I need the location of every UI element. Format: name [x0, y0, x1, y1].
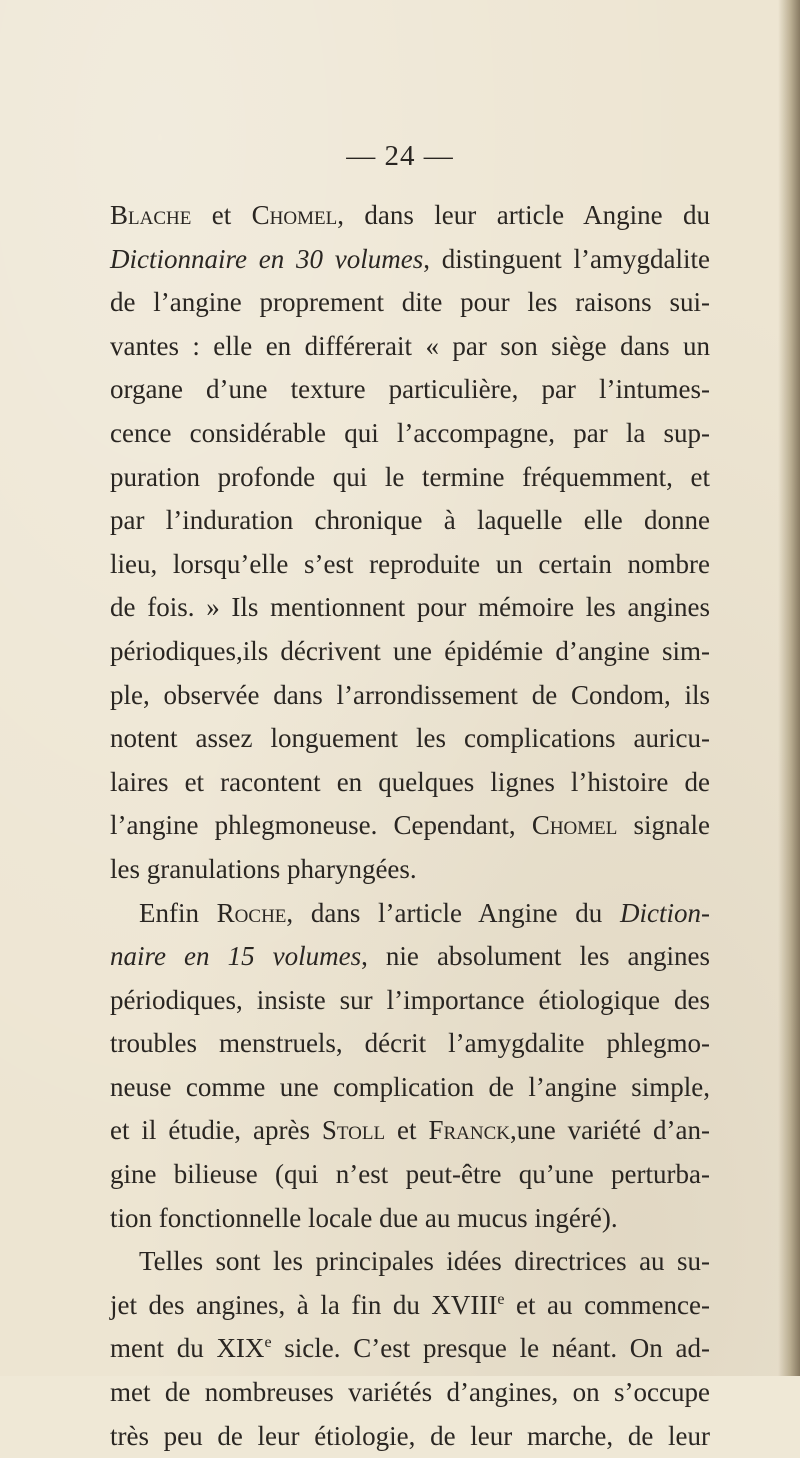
- text-segment: Stoll: [321, 1115, 386, 1146]
- text-segment: et: [385, 1115, 429, 1146]
- text-line: [110, 848, 710, 892]
- text-segment: e: [497, 1290, 505, 1308]
- text-segment: Dictionnaire en 30 volumes: [110, 243, 424, 274]
- text-segment: Blache: [110, 200, 192, 230]
- text-line: [110, 1066, 710, 1110]
- text-line: [110, 892, 710, 936]
- text-segment: troubles menstruels, décrit l’amygdalite phlegmo-: [110, 1028, 710, 1059]
- text-segment: Chomel: [251, 200, 338, 230]
- text-segment: met de nombreuses variétés d’angines, on s’occupe: [110, 1377, 710, 1408]
- text-segment: les granulations pharyngées.: [110, 853, 417, 884]
- text-line: [110, 1284, 710, 1328]
- text-segment: naire en 15 volumes: [110, 941, 362, 972]
- text-segment: puration profonde qui le termine fréquemment, et: [110, 461, 710, 492]
- text-segment: Telles sont les principales idées directrices au su-: [139, 1246, 710, 1277]
- text-line: [110, 281, 710, 325]
- text-line: [110, 586, 710, 630]
- text-segment: , nie absolument les angines: [361, 941, 710, 972]
- text-segment: e: [264, 1334, 272, 1352]
- text-segment: ment du XIX: [110, 1333, 265, 1364]
- text-line: [110, 499, 710, 543]
- text-segment: sicle. C’est presque le néant. On ad-: [271, 1333, 710, 1364]
- page-number: — 24 —: [346, 140, 454, 172]
- text-line: [110, 412, 710, 456]
- text-segment: notent assez longuement les complications auricu-: [110, 723, 710, 754]
- text-segment: Franck: [428, 1115, 510, 1146]
- text-segment: , dans l’article Angine du: [286, 897, 620, 928]
- text-segment: et: [191, 200, 252, 230]
- text-segment: ,une variété d’an-: [509, 1115, 710, 1146]
- text-segment: de l’angine proprement dite pour les raisons sui-: [110, 287, 710, 318]
- text-segment: et au commence-: [504, 1289, 711, 1320]
- text-line: [110, 325, 710, 369]
- text-line: [110, 456, 710, 500]
- text-line: [110, 368, 710, 412]
- text-line: [110, 194, 710, 238]
- text-line: [110, 543, 710, 587]
- text-line: [110, 1240, 710, 1284]
- text-line: [110, 238, 710, 282]
- text-line: [110, 979, 710, 1023]
- text-line: [110, 935, 710, 979]
- text-line: [110, 804, 710, 848]
- text-segment: tion fonctionnelle locale due au mucus ingéré).: [110, 1202, 618, 1233]
- text-segment: par l’induration chronique à laquelle elle donne: [110, 505, 710, 536]
- text-segment: Chomel: [531, 810, 618, 841]
- text-line: [110, 1197, 710, 1241]
- text-line: [110, 1109, 710, 1153]
- text-line: [110, 1415, 710, 1458]
- text-segment: ple, observée dans l’arrondissement de Condom, ils: [110, 679, 710, 710]
- text-segment: , distinguent l’amygdalite: [423, 243, 711, 274]
- text-segment: périodiques,ils décrivent une épidémie d’angine sim-: [110, 635, 710, 666]
- text-segment: vantes : elle en différerait « par son siège dans un: [110, 330, 710, 361]
- text-segment: laires et racontent en quelques lignes l’histoire de: [110, 766, 710, 797]
- text-line: [110, 1153, 710, 1197]
- text-line: [110, 1371, 710, 1415]
- text-segment: cence considérable qui l’accompagne, par la sup-: [110, 417, 710, 448]
- text-segment: gine bilieuse (qui n’est peut-être qu’une perturba-: [110, 1159, 710, 1190]
- text-segment: signale: [617, 810, 710, 841]
- text-segment: de fois. » Ils mentionnent pour mémoire les angines: [110, 592, 710, 623]
- text-segment: et il étudie, après: [110, 1115, 322, 1146]
- body-text: [110, 194, 710, 1458]
- text-segment: Roche: [216, 897, 287, 928]
- text-segment: très peu de leur étiologie, de leur marche, de leur: [110, 1420, 710, 1451]
- text-segment: lieu, lorsqu’elle s’est reproduite un certain nombre: [110, 548, 710, 579]
- text-segment: organe d’une texture particulière, par l’intumes-: [110, 374, 710, 405]
- text-segment: , dans leur article Angine du: [337, 200, 710, 230]
- text-segment: périodiques, insiste sur l’importance étiologique des: [110, 984, 710, 1015]
- text-line: [110, 674, 710, 718]
- text-line: [110, 717, 710, 761]
- text-segment: Diction-: [620, 897, 710, 928]
- text-segment: Enfin: [139, 897, 217, 928]
- page-edge-shadow: [778, 0, 800, 1376]
- text-line: [110, 630, 710, 674]
- text-line: [110, 1327, 710, 1371]
- text-segment: l’angine phlegmoneuse. Cependant,: [110, 810, 532, 841]
- text-line: [110, 1022, 710, 1066]
- text-line: [110, 761, 710, 805]
- text-segment: jet des angines, à la fin du XVIII: [110, 1289, 498, 1320]
- text-segment: neuse comme une complication de l’angine simple,: [110, 1071, 710, 1102]
